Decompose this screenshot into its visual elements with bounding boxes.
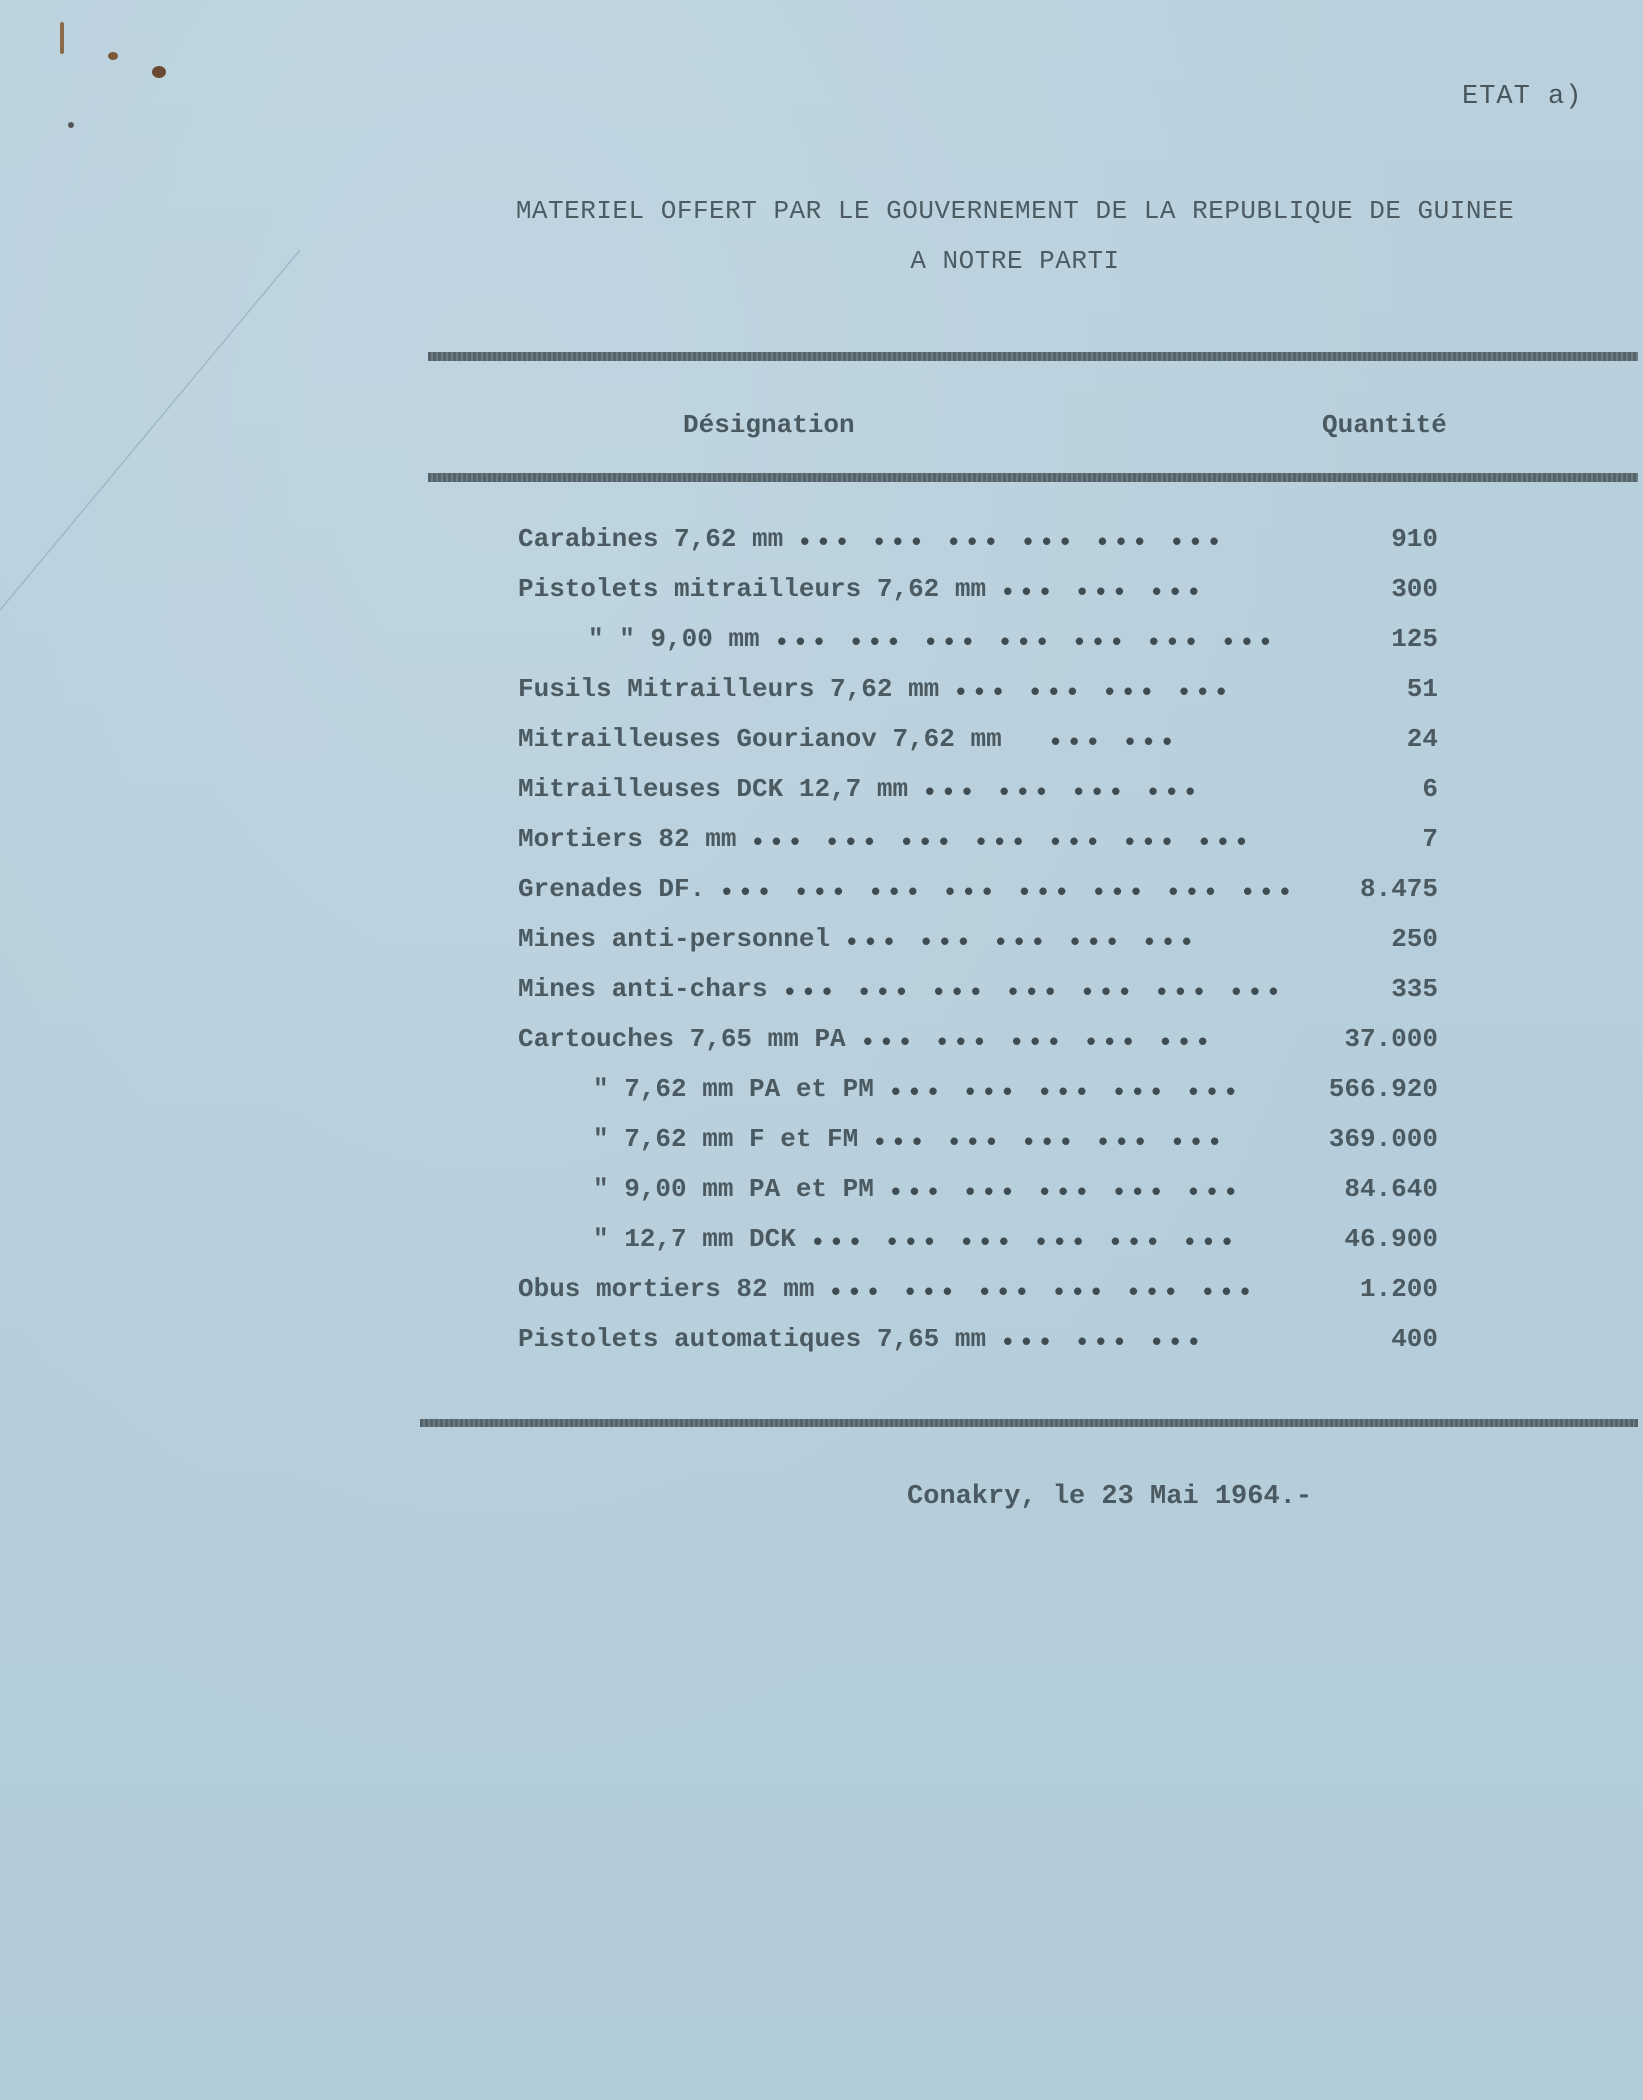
ink-stain	[152, 66, 166, 78]
table-row	[518, 574, 1438, 624]
row-leader-dots: ••• •••	[1047, 728, 1178, 758]
material-table-body	[518, 524, 1438, 1374]
table-row	[518, 924, 1438, 974]
row-quantity: 335	[1391, 974, 1438, 1004]
table-row	[518, 1024, 1438, 1074]
row-designation: Cartouches 7,65 mm PA	[518, 1024, 846, 1054]
row-quantity: 8.475	[1359, 874, 1438, 904]
row-leader-dots: ••• ••• ••• ••• •••	[844, 928, 1198, 958]
ink-stain	[108, 52, 118, 60]
row-leader-dots: ••• ••• ••• ••• ••• •••	[828, 1278, 1256, 1308]
row-leader-dots: ••• ••• ••• ••• ••• ••• •••	[750, 828, 1253, 858]
row-quantity: 566.920	[1328, 1074, 1438, 1104]
row-leader-dots: ••• ••• ••• •••	[953, 678, 1233, 708]
table-row	[518, 774, 1438, 824]
row-leader-dots: ••• ••• ••• ••• ••• •••	[797, 528, 1225, 558]
row-quantity: 910	[1391, 524, 1438, 554]
ink-stain	[60, 22, 64, 54]
row-quantity: 250	[1391, 924, 1438, 954]
table-top-rule	[428, 352, 1638, 361]
row-quantity: 369.000	[1328, 1124, 1438, 1154]
row-quantity: 6	[1422, 774, 1438, 804]
column-header-quantity: Quantité	[1322, 410, 1447, 440]
table-row	[518, 974, 1438, 1024]
row-designation: Fusils Mitrailleurs 7,62 mm	[518, 674, 940, 704]
row-leader-dots: ••• ••• ••• ••• •••	[888, 1178, 1242, 1208]
row-designation: Mines anti-personnel	[518, 924, 831, 954]
column-header-designation: Désignation	[683, 410, 855, 440]
row-leader-dots: ••• ••• •••	[1000, 1328, 1205, 1358]
row-designation: Grenades DF.	[518, 874, 706, 904]
row-quantity: 84.640	[1344, 1174, 1438, 1204]
row-designation: Pistolets mitrailleurs 7,62 mm	[518, 574, 987, 604]
title-line-2: A NOTRE PARTI	[910, 246, 1120, 276]
signature-date: Conakry, le 23 Mai 1964.-	[907, 1482, 1313, 1512]
row-leader-dots: ••• ••• ••• ••• •••	[888, 1078, 1242, 1108]
table-row	[518, 1124, 1438, 1174]
row-quantity: 1.200	[1359, 1274, 1438, 1304]
table-bottom-rule	[420, 1419, 1638, 1427]
row-leader-dots: ••• ••• ••• ••• ••• •••	[810, 1228, 1238, 1258]
row-quantity: 46.900	[1344, 1224, 1438, 1254]
row-leader-dots: ••• ••• ••• •••	[922, 778, 1202, 808]
table-row	[518, 824, 1438, 874]
row-designation: " 9,00 mm PA et PM	[593, 1174, 874, 1204]
table-row	[518, 1224, 1438, 1274]
row-quantity: 400	[1391, 1324, 1438, 1354]
table-row	[518, 624, 1438, 674]
row-designation: " 7,62 mm PA et PM	[593, 1074, 874, 1104]
table-row	[518, 1174, 1438, 1224]
row-designation: Obus mortiers 82 mm	[518, 1274, 815, 1304]
row-designation: Carabines 7,62 mm	[518, 524, 784, 554]
row-designation: " 12,7 mm DCK	[593, 1224, 796, 1254]
table-row	[518, 874, 1438, 924]
table-header-rule	[428, 473, 1638, 482]
row-leader-dots: ••• ••• ••• ••• ••• ••• •••	[774, 628, 1277, 658]
ink-stain	[68, 122, 74, 128]
row-quantity: 24	[1406, 724, 1438, 754]
row-designation: Pistolets automatiques 7,65 mm	[518, 1324, 987, 1354]
table-row	[518, 524, 1438, 574]
row-designation: " 7,62 mm F et FM	[593, 1124, 859, 1154]
table-row	[518, 724, 1438, 774]
document-title	[400, 186, 1630, 286]
row-leader-dots: ••• ••• ••• ••• ••• ••• ••• •••	[719, 878, 1296, 908]
row-designation: Mortiers 82 mm	[518, 824, 737, 854]
row-quantity: 300	[1391, 574, 1438, 604]
table-row	[518, 1074, 1438, 1124]
table-row	[518, 1274, 1438, 1324]
title-line-1: MATERIEL OFFERT PAR LE GOUVERNEMENT DE LA REPUBLIQUE DE GUINEE	[515, 196, 1515, 226]
row-quantity: 37.000	[1344, 1024, 1438, 1054]
etat-label: ETAT a)	[1462, 82, 1583, 112]
row-designation: " " 9,00 mm	[588, 624, 760, 654]
table-row	[518, 1324, 1438, 1374]
row-designation: Mines anti-chars	[518, 974, 768, 1004]
row-leader-dots: ••• ••• •••	[1000, 578, 1205, 608]
row-leader-dots: ••• ••• ••• ••• •••	[860, 1028, 1214, 1058]
row-designation: Mitrailleuses Gourianov 7,62 mm	[518, 724, 1002, 754]
row-quantity: 51	[1406, 674, 1438, 704]
row-leader-dots: ••• ••• ••• ••• •••	[872, 1128, 1226, 1158]
row-leader-dots: ••• ••• ••• ••• ••• ••• •••	[782, 978, 1285, 1008]
row-quantity: 7	[1422, 824, 1438, 854]
row-designation: Mitrailleuses DCK 12,7 mm	[518, 774, 909, 804]
table-row	[518, 674, 1438, 724]
row-quantity: 125	[1391, 624, 1438, 654]
